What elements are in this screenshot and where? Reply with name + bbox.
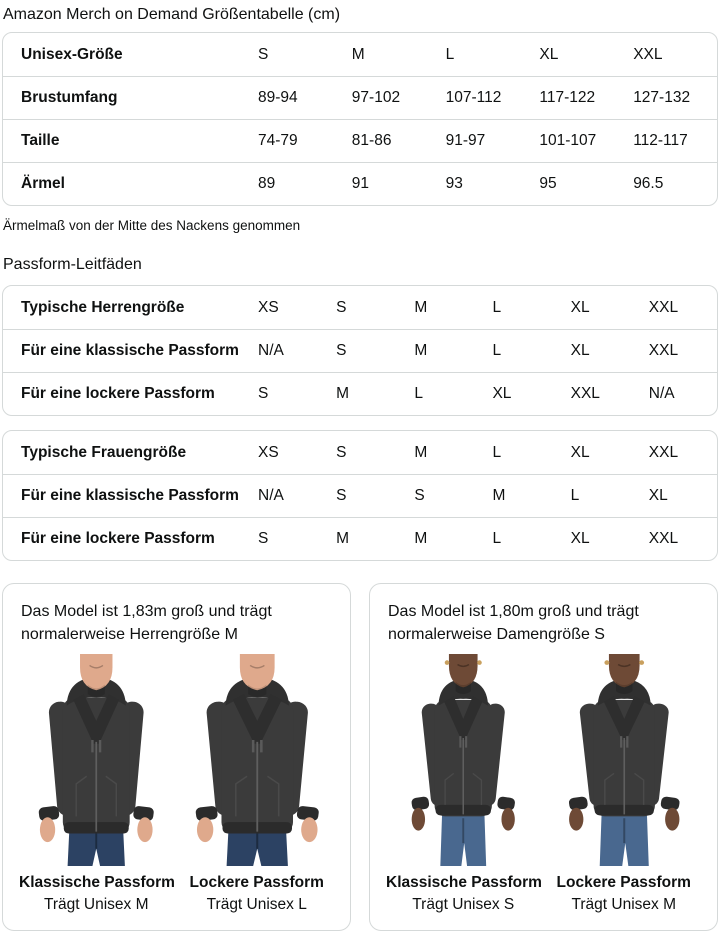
row-label: Taille [3, 119, 248, 162]
size-value: M [404, 517, 482, 560]
size-value: L [445, 45, 455, 63]
womens-fit-table [2, 430, 718, 561]
size-value: 89-94 [248, 76, 342, 119]
mens-loose-fit-figure [180, 654, 335, 916]
table-row [3, 474, 717, 517]
size-value: L [492, 443, 502, 461]
size-value: XL [561, 517, 639, 560]
size-value: 101-107 [529, 119, 623, 162]
size-value: XL [561, 329, 639, 372]
table-row [3, 286, 717, 329]
row-label: Für eine klassische Passform [3, 329, 248, 372]
size-value: 74-79 [248, 119, 342, 162]
size-value: 117-122 [529, 76, 623, 119]
size-value: L [482, 517, 560, 560]
size-value: S [336, 298, 347, 316]
size-value: L [492, 298, 502, 316]
fit-size-label: Trägt Unisex M [571, 896, 676, 913]
size-value: XL [482, 372, 560, 415]
size-value: N/A [248, 474, 326, 517]
size-value: XXL [633, 45, 663, 63]
size-value: 89 [248, 162, 342, 205]
size-value: 91-97 [436, 119, 530, 162]
womens-model-heading: Das Model ist 1,80m groß und trägt normalerweise Damengröße S [388, 603, 639, 643]
mens-model-card [2, 583, 351, 931]
size-value: XS [258, 298, 279, 316]
table-row [3, 329, 717, 372]
size-value: M [482, 474, 560, 517]
size-value: XS [258, 443, 279, 461]
size-value: N/A [248, 329, 326, 372]
fit-name-label: Klassische Passform [19, 874, 175, 891]
size-value: XL [539, 45, 559, 63]
size-value: XXL [648, 443, 679, 461]
fit-name-label: Lockere Passform [556, 874, 691, 891]
size-value: M [414, 298, 428, 316]
row-label: Brustumfang [3, 76, 248, 119]
size-value: 95 [529, 162, 623, 205]
row-label: Ärmel [3, 162, 248, 205]
size-value: XL [639, 474, 717, 517]
table-row [3, 372, 717, 415]
size-value: S [404, 474, 482, 517]
size-value: M [326, 517, 404, 560]
size-value: S [336, 443, 347, 461]
row-label: Für eine klassische Passform [3, 474, 248, 517]
mens-fit-table [2, 285, 718, 416]
size-value: 81-86 [342, 119, 436, 162]
row-label: Unisex-Größe [21, 45, 123, 63]
mens-classic-fit-figure [19, 654, 174, 916]
size-value: L [561, 474, 639, 517]
size-value: 91 [342, 162, 436, 205]
row-label: Für eine lockere Passform [3, 372, 248, 415]
womens-model-card [369, 583, 718, 931]
fit-size-label: Trägt Unisex M [43, 896, 149, 913]
womens-loose-fit-figure [547, 654, 702, 916]
fit-name-label: Klassische Passform [386, 874, 542, 891]
size-value: 97-102 [342, 76, 436, 119]
womens-figures [386, 654, 701, 916]
fit-size-label: Trägt Unisex L [206, 896, 307, 913]
size-value: 107-112 [436, 76, 530, 119]
size-value: XXL [639, 517, 717, 560]
size-value: XL [570, 298, 590, 316]
female-model-classic-photo [386, 654, 541, 866]
fit-name-label: Lockere Passform [189, 874, 324, 891]
size-value: XXL [648, 298, 679, 316]
row-label: Typische Frauengröße [21, 443, 187, 461]
unisex-size-table [2, 32, 718, 206]
size-value: L [404, 372, 482, 415]
table-row [3, 33, 717, 76]
male-model-loose-photo [180, 654, 335, 866]
size-value: S [326, 329, 404, 372]
mens-figures [19, 654, 334, 916]
table-row [3, 162, 717, 205]
page-title: Amazon Merch on Demand Größentabelle (cm) [3, 6, 341, 23]
row-label: Typische Herrengröße [21, 298, 185, 316]
size-value: S [326, 474, 404, 517]
mens-model-heading: Das Model ist 1,83m groß und trägt normalerweise Herrengröße M [21, 603, 272, 643]
size-value: XL [570, 443, 590, 461]
size-value: L [482, 329, 560, 372]
fit-guides-heading: Passform-Leitfäden [3, 256, 142, 273]
womens-classic-fit-figure [386, 654, 541, 916]
size-value: XXL [639, 329, 717, 372]
size-value: M [326, 372, 404, 415]
size-value: 127-132 [623, 76, 717, 119]
size-value: S [248, 372, 326, 415]
table-row [3, 119, 717, 162]
table-row [3, 431, 717, 474]
row-label: Für eine lockere Passform [3, 517, 248, 560]
sleeve-measure-note: Ärmelmaß von der Mitte des Nackens genommen [3, 218, 301, 233]
fit-size-label: Trägt Unisex S [412, 896, 515, 913]
size-value: 112-117 [623, 119, 717, 162]
model-cards [2, 583, 718, 931]
size-value: M [404, 329, 482, 372]
size-value: S [258, 45, 269, 63]
male-model-classic-photo [19, 654, 174, 866]
size-value: S [248, 517, 326, 560]
female-model-loose-photo [547, 654, 702, 866]
size-value: M [351, 45, 365, 63]
size-value: N/A [639, 372, 717, 415]
size-value: XXL [561, 372, 639, 415]
size-value: 96.5 [623, 162, 717, 205]
size-value: M [414, 443, 428, 461]
size-value: 93 [436, 162, 530, 205]
table-row [3, 76, 717, 119]
table-row [3, 517, 717, 560]
